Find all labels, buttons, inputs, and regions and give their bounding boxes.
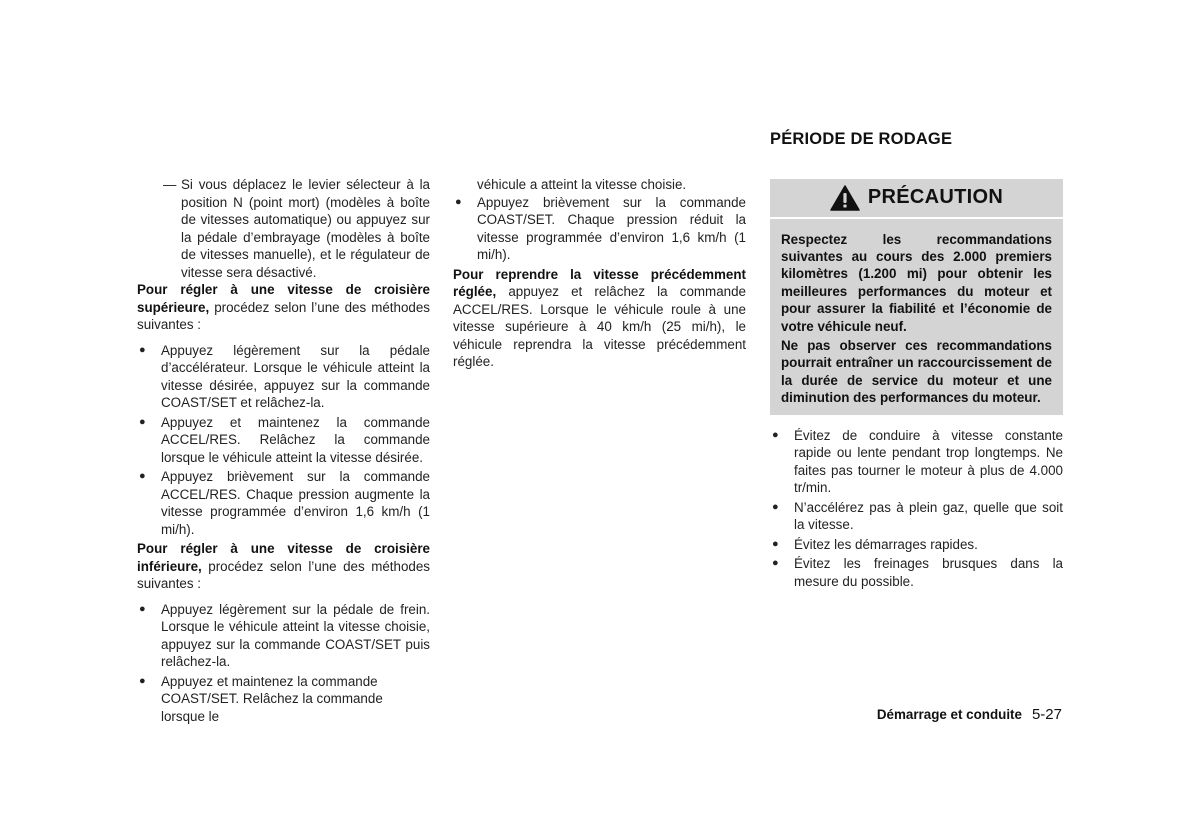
list-item-text: Appuyez brièvement sur la commande ACCEL/RES. Chaque pression augmente la vitesse programmée d’environ 1,6 km/h (1 mi/h). [161, 469, 430, 537]
superior-speed-heading: Pour régler à une vitesse de croisière supérieure, [137, 282, 430, 315]
list-item-text: Évitez les démarrages rapides. [794, 536, 978, 552]
continuation-text: véhicule a atteint la vitesse choisie. [477, 177, 687, 192]
bullet-icon: ● [139, 470, 146, 482]
caution-label: PRÉCAUTION [867, 185, 1004, 208]
superior-speed-intro [137, 281, 430, 334]
list-item-text: Appuyez brièvement sur la commande COAST/SET. Chaque pression réduit la vitesse programmée d’environ 1,6 km/h (1 mi/h). [477, 194, 746, 262]
section-title: PÉRIODE DE RODAGE [770, 130, 953, 148]
list-item [770, 427, 1063, 497]
column-right [770, 131, 1063, 592]
dash-item-text: Si vous déplacez le levier sélecteur à la position N (point mort) (modèles à boîte de vitesses automatique) ou appuyez sur la pédale d’embrayage (modèles à boîte de vitesses manuelle), et le régulateur de vitesse sera désactivé. [181, 177, 430, 280]
bullet-icon: ● [772, 500, 779, 513]
list-item [770, 499, 1063, 534]
caution-body [770, 219, 1063, 415]
list-item-text: Évitez de conduire à vitesse constante rapide ou lente pendant trop longtemps. Ne faites pas tourner le moteur à plus de 4.000 tr/min. [794, 427, 1063, 496]
bullet-icon: ● [139, 674, 146, 687]
bullet-icon: ● [772, 537, 779, 550]
list-item-text: Évitez les freinages brusques dans la mesure du possible. [794, 556, 1063, 589]
list-item [137, 601, 430, 671]
superior-speed-rest: procédez selon l’une des méthodes suivantes : [137, 299, 430, 332]
inferior-speed-heading: Pour régler à une vitesse de croisière inférieure, [137, 541, 430, 574]
page-footer [877, 706, 1062, 724]
bullet-icon: ● [772, 557, 779, 570]
caution-paragraph: Ne pas observer ces recommandations pourrait entraîner un raccourcissement de la durée de service du moteur et une diminution des performances du moteur. [781, 337, 1052, 406]
list-item [137, 342, 430, 412]
footer-section-title: Démarrage et conduite [876, 707, 1022, 722]
bullet-icon: ● [139, 602, 146, 615]
resume-speed-paragraph [453, 266, 746, 371]
bullet-icon: ● [772, 428, 779, 441]
bullet-icon: ● [455, 195, 462, 208]
list-item-text: Appuyez légèrement sur la pédale de frein. Lorsque le véhicule atteint la vitesse choisie, appuyez sur la commande COAST/SET puis relâchez-la. [161, 601, 430, 669]
list-item-text: N’accélérez pas à plein gaz, quelle que soit la vitesse. [794, 499, 1063, 533]
inferior-speed-intro [137, 540, 430, 593]
list-item [453, 194, 746, 264]
list-item [137, 468, 430, 538]
list-item-text: Appuyez légèrement sur la pédale d’accélérateur. Lorsque le véhicule atteint la vitesse désirée, appuyez sur la commande COAST/SET et relâchez-la. [161, 342, 430, 410]
resume-speed-heading: Pour reprendre la vitesse précédemment réglée, [453, 266, 746, 299]
list-item [770, 536, 1063, 554]
caution-header [770, 179, 1063, 219]
dash-mark: — [163, 177, 177, 192]
column-middle [453, 176, 746, 371]
list-item-text: Appuyez et maintenez la commande ACCEL/RES. Relâchez la commande lorsque le véhicule atteint la vitesse désirée. [161, 414, 430, 465]
caution-paragraph: Respectez les recommandations suivantes au cours des 2.000 premiers kilomètres (1.200 mi) pour obtenir les meilleures performances du moteur et pour assurer la fiabilité et l’économie de votre véhicule neuf. [781, 231, 1052, 334]
bullet-icon: ● [139, 415, 146, 428]
list-item [137, 414, 430, 467]
inferior-speed-rest: procédez selon l’une des méthodes suivantes : [137, 558, 430, 591]
list-item [137, 673, 430, 726]
column-left [137, 176, 430, 727]
dash-item [137, 176, 430, 281]
bullet-icon: ● [139, 343, 146, 356]
list-item-text: Appuyez et maintenez la commande COAST/SET. Relâchez la commande lorsque le [161, 673, 383, 724]
warning-triangle-icon [830, 185, 860, 211]
caution-box [770, 179, 1063, 415]
page-number: 5-27 [1031, 706, 1062, 723]
list-item [770, 555, 1063, 590]
resume-speed-rest: appuyez et relâchez la commande ACCEL/RES. Lorsque le véhicule roule à une vitesse supérieure à 40 km/h (25 mi/h), le véhicule reprendra la vitesse précédemment réglée. [453, 284, 746, 369]
